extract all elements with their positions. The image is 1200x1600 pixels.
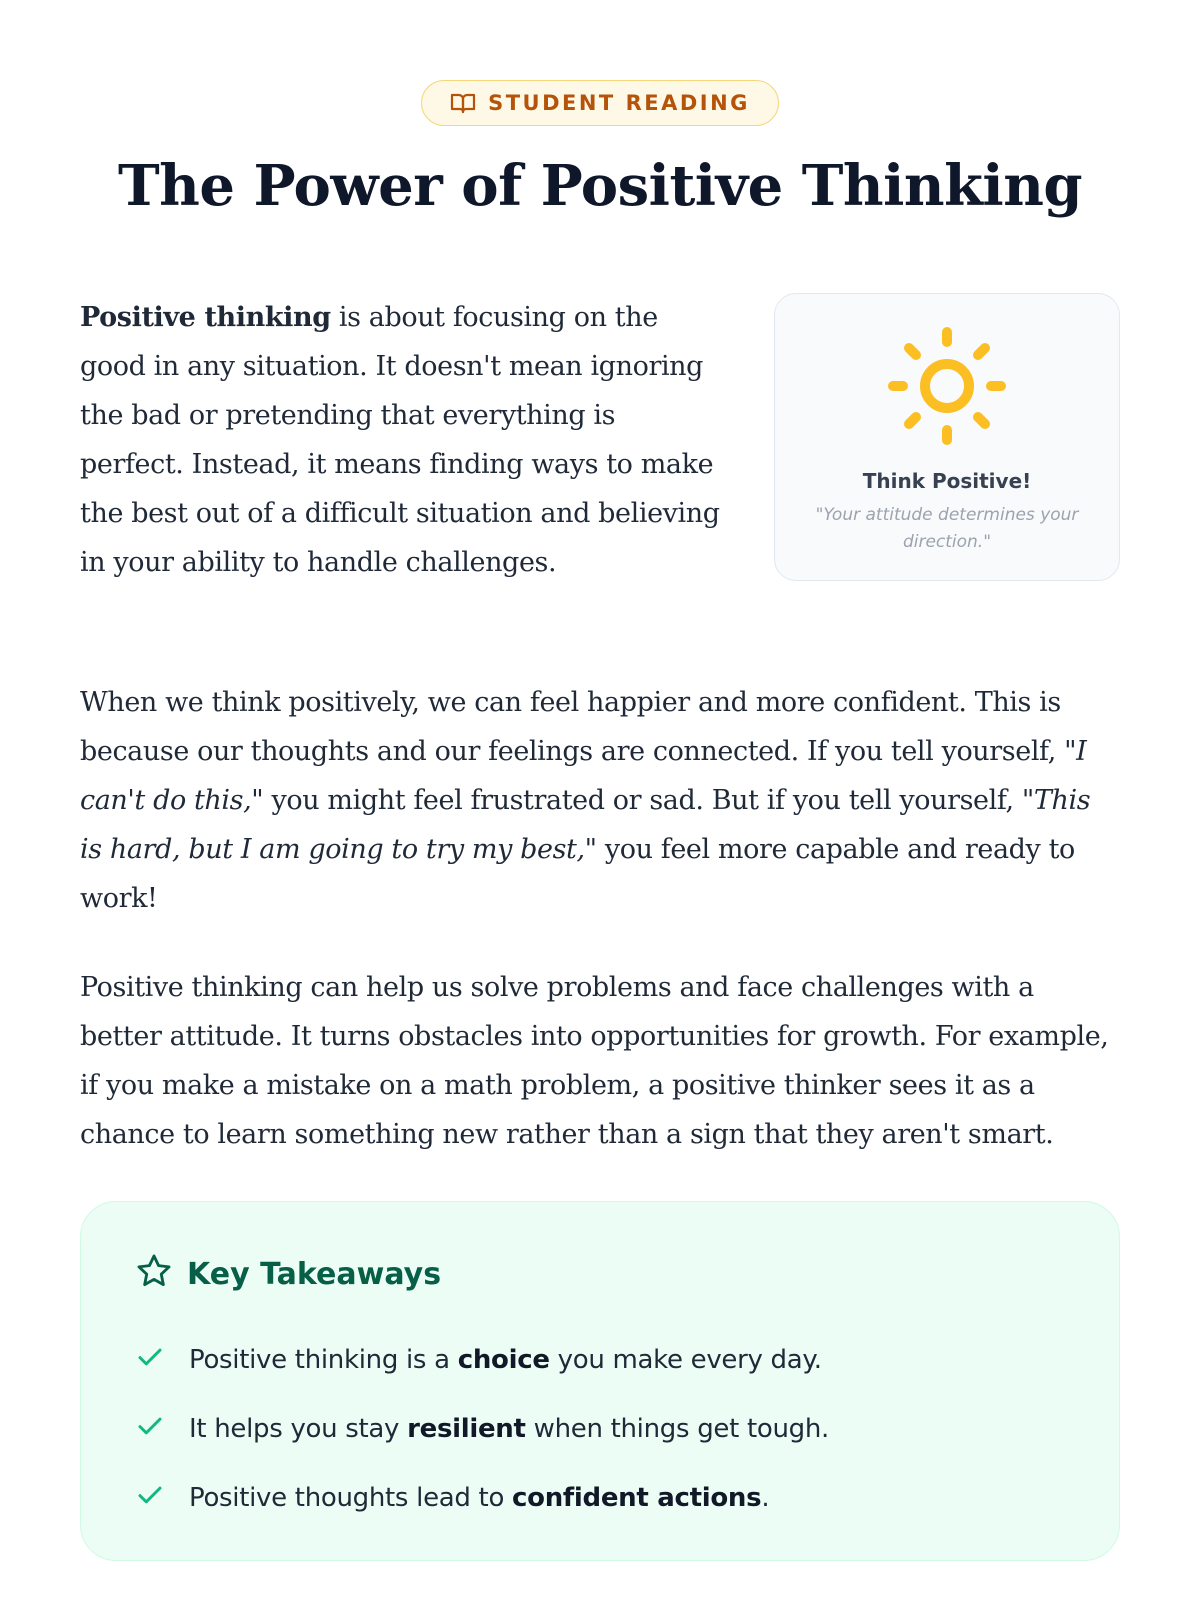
check-icon — [135, 1342, 165, 1379]
takeaway-text — [189, 1345, 822, 1375]
p2-quote-positive: "This is hard, but I am going to try my best," — [80, 784, 1091, 865]
callout-title: Think Positive! — [862, 468, 1032, 493]
takeaway-text-after: you make every day. — [549, 1345, 822, 1376]
badge-label: STUDENT READING — [488, 91, 750, 115]
p2-quote-negative: "I can't do this," — [80, 735, 1087, 816]
takeaways-list — [135, 1326, 1065, 1533]
page-title: The Power of Positive Thinking — [117, 153, 1083, 219]
intro-lead-bold: Positive thinking — [80, 301, 331, 333]
paragraph-thoughts-feelings — [80, 678, 1120, 923]
callout-quote: "Your attitude determines your direction." — [815, 504, 1079, 552]
takeaway-item — [135, 1464, 1065, 1533]
p2-part3: you feel more capable and ready to work! — [80, 833, 1075, 914]
check-icon — [135, 1480, 165, 1517]
takeaway-item — [135, 1326, 1065, 1395]
think-positive-callout — [774, 293, 1120, 581]
intro-paragraph — [80, 293, 720, 587]
reading-badge — [421, 80, 779, 126]
intro-lead-rest: is about focusing on the good in any situation. It doesn't mean ignoring the bad or pretending that everything is perfect. Instead, it means finding ways to make the best out of a difficult situation and believing in your ability to handle challenges. — [80, 301, 720, 578]
check-icon — [135, 1411, 165, 1448]
reading-page — [80, 0, 1120, 1561]
key-takeaways-box — [80, 1201, 1120, 1561]
takeaway-text — [189, 1483, 769, 1513]
takeaway-item — [135, 1395, 1065, 1464]
takeaway-text-after: when things get tough. — [525, 1414, 829, 1445]
takeaway-text-before: It helps you stay — [189, 1414, 408, 1445]
takeaway-text-after: . — [761, 1483, 770, 1514]
p2-part1: When we think positively, we can feel happier and more confident. This is because our thoughts and our feelings are connected. If you tell yourself, — [80, 686, 1065, 767]
sun-icon — [885, 324, 1009, 452]
star-icon — [135, 1252, 173, 1298]
takeaway-text-before: Positive thoughts lead to — [189, 1483, 513, 1514]
takeaway-text-bold: resilient — [407, 1414, 526, 1445]
takeaway-text — [189, 1414, 829, 1444]
takeaway-text-bold: confident actions — [512, 1483, 762, 1514]
takeaways-heading-row — [135, 1252, 1065, 1298]
intro-section — [80, 293, 1120, 638]
open-book-icon — [450, 91, 476, 115]
badge-wrapper — [80, 80, 1120, 126]
takeaway-text-bold: choice — [457, 1345, 550, 1376]
p2-part2: you might feel frustrated or sad. But if you tell yourself, — [263, 784, 1022, 816]
takeaway-text-before: Positive thinking is a — [189, 1345, 458, 1376]
paragraph-problem-solving: Positive thinking can help us solve problems and face challenges with a better attitude. It turns obstacles into opportunities for growth. For example, if you make a mistake on a math problem, a positive thinker sees it as a chance to learn something new rather than a sign that they aren't smart. — [80, 971, 1109, 1150]
takeaways-heading: Key Takeaways — [187, 1257, 442, 1293]
